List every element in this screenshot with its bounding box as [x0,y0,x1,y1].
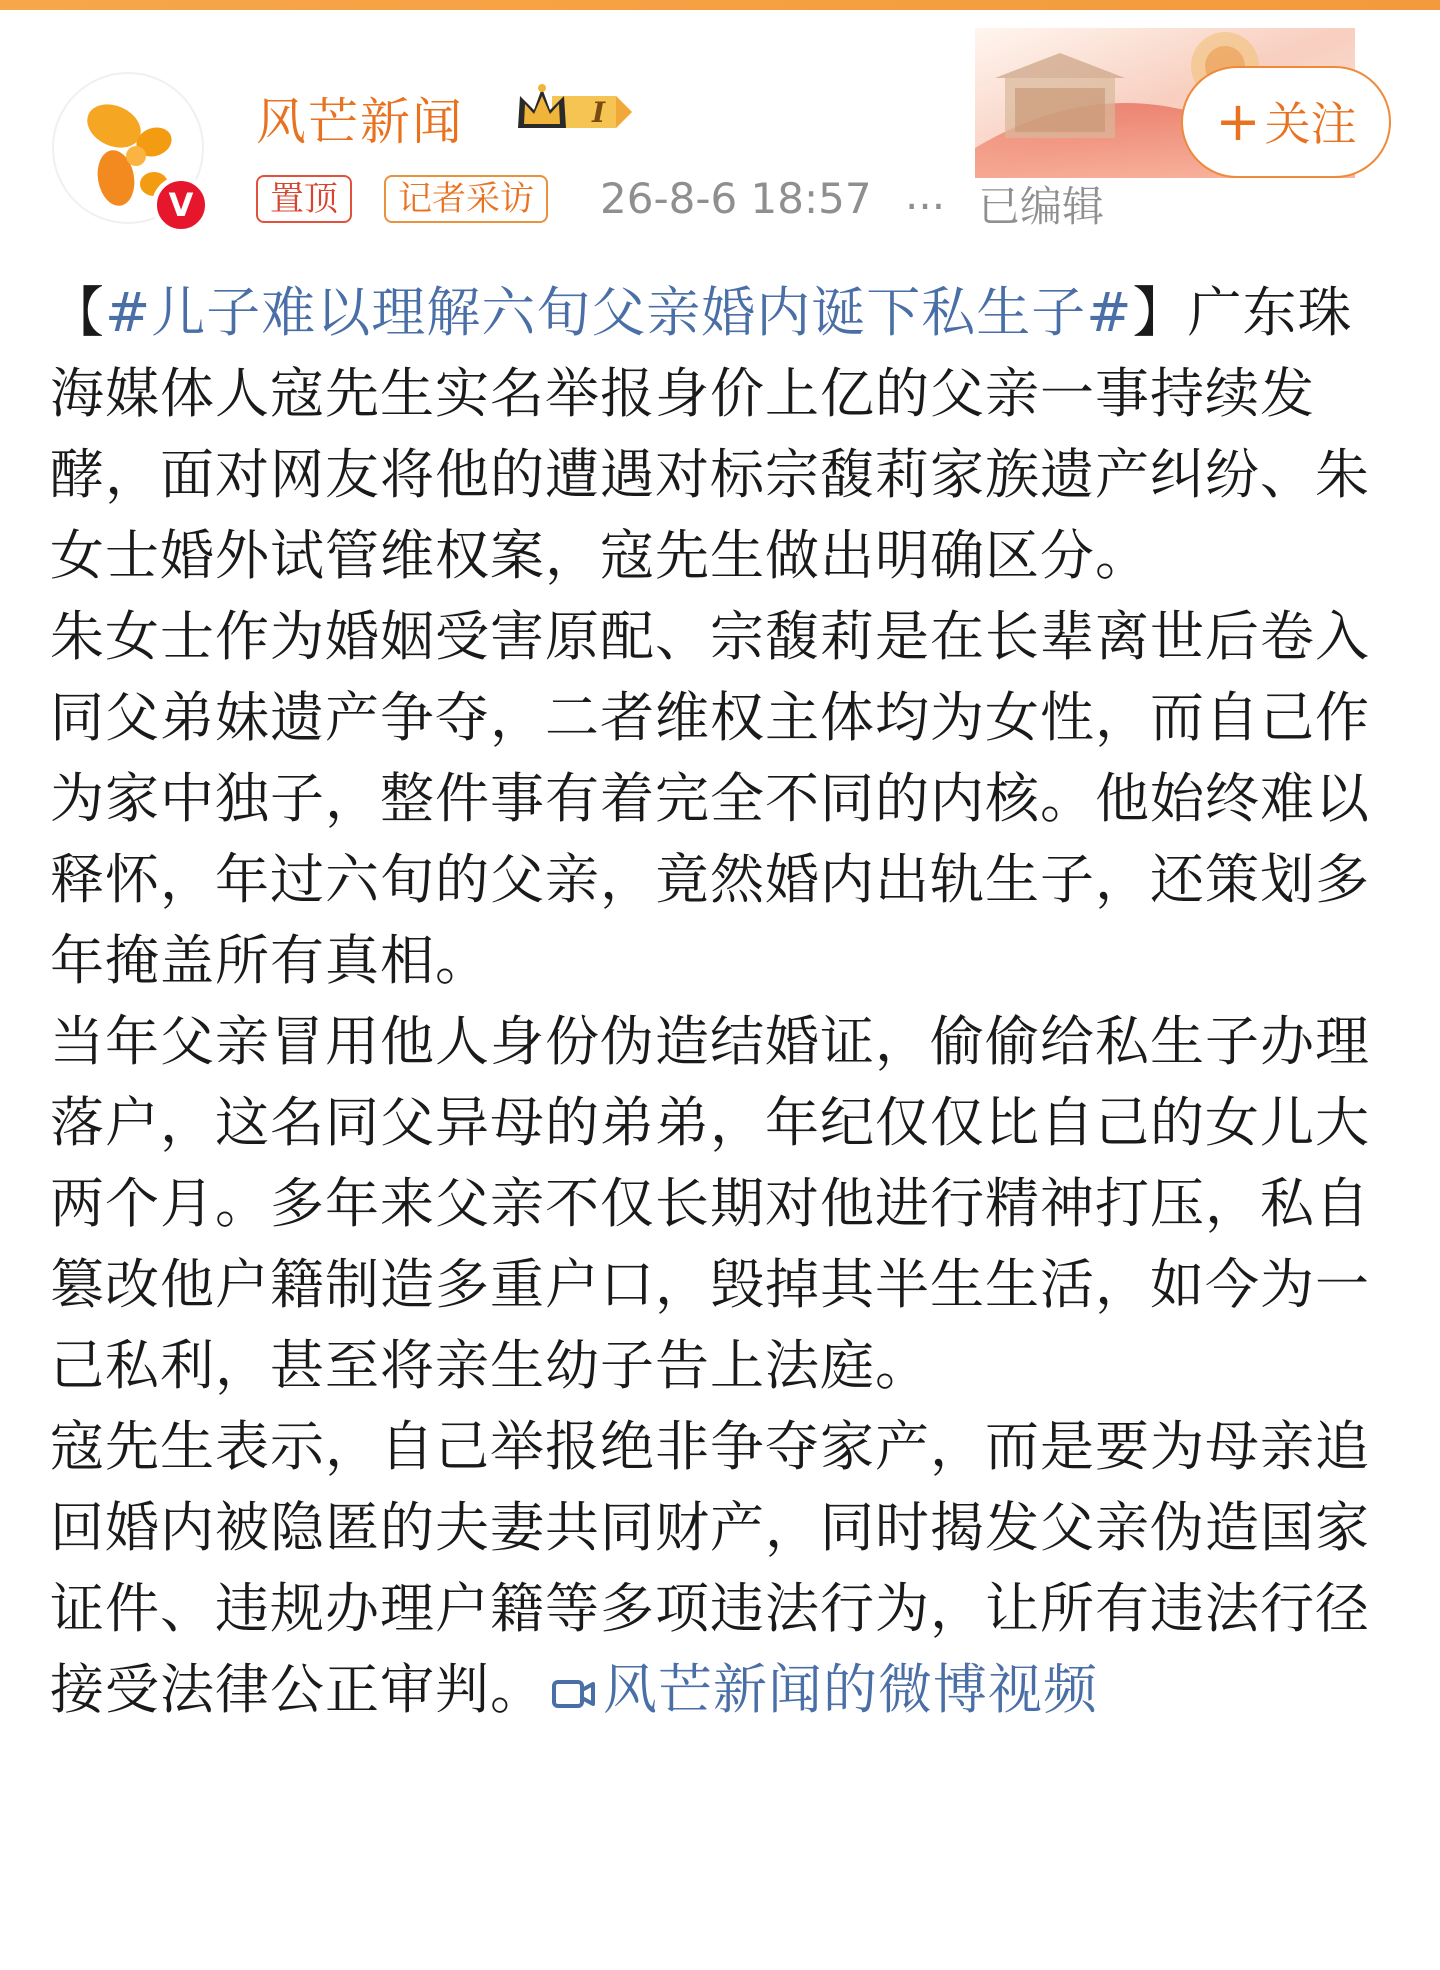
post-body [50,272,1390,1734]
follow-button-label: 关注 [1264,97,1357,151]
top-accent-strip [0,0,1440,10]
post-paragraph-4 [50,1406,1390,1734]
video-icon[interactable] [551,1653,597,1734]
pinned-tag: 置顶 [256,175,352,223]
account-name[interactable]: 风芒新闻 [256,93,464,151]
follow-button[interactable] [1181,66,1391,178]
post-paragraph-2: 朱女士作为婚姻受害原配、宗馥莉是在长辈离世后卷入同父弟妹遗产争夺，二者维权主体均为女性，而自己作为家中独子，整件事有着完全不同的内核。他始终难以释怀，年过六旬的父亲，竟然婚内出轨生子，还策划多年掩盖所有真相。 [50,605,1370,992]
hashtag-link[interactable]: #儿子难以理解六旬父亲婚内诞下私生子# [105,281,1133,344]
crown-level-badge-icon [512,80,662,148]
paragraph-1-text: 广东珠海媒体人寇先生实名举报身价上亿的父亲一事持续发酵，面对网友将他的遭遇对标宗馥莉家族遗产纠纷、朱女士婚外试管维权案，寇先生做出明确区分。 [50,281,1370,587]
more-options-icon[interactable]: ... [905,170,946,219]
paragraph-4-text: 寇先生表示，自己举报绝非争夺家产，而是要为母亲追回婚内被隐匿的夫妻共同财产，同时揭发父亲伪造国家证件、违规办理户籍等多项违法行为，让所有违法行径接受法律公正审判。 [50,1415,1370,1721]
reporter-interview-tag[interactable]: 记者采访 [384,175,548,223]
level-number: I [592,96,606,129]
weibo-video-link[interactable]: 风芒新闻的微博视频 [603,1658,1098,1721]
bracket-close: 】 [1132,281,1188,344]
verified-badge-icon: V [152,176,210,234]
plus-icon: + [1215,90,1261,153]
edited-label[interactable]: 已编辑 [978,182,1105,231]
post-paragraph-1 [50,272,1390,596]
post-timestamp: 26-8-6 18:57 [600,174,872,223]
post-card [0,10,1440,1970]
post-paragraph-3: 当年父亲冒用他人身份伪造结婚证，偷偷给私生子办理落户，这名同父异母的弟弟，年纪仅仅比自己的女儿大两个月。多年来父亲不仅长期对他进行精神打压，私自篡改他户籍制造多重户口，毁掉其半生生活，如今为一己私利，甚至将亲生幼子告上法庭。 [50,1010,1370,1397]
bracket-open: 【 [50,281,105,344]
